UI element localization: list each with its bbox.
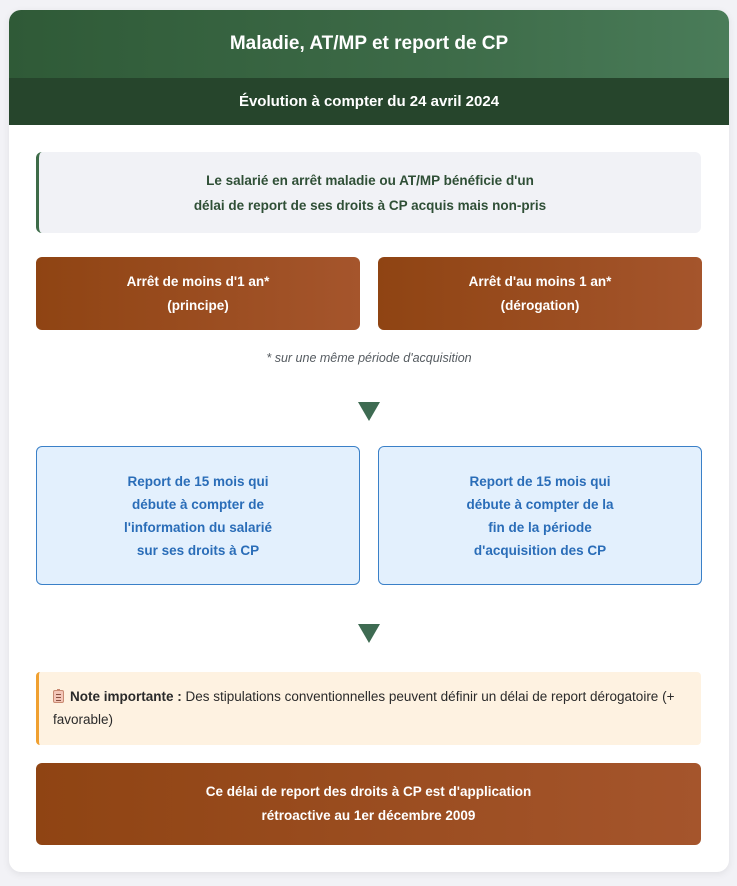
case-subtitle: (dérogation) [500,297,580,313]
diagram-subtitle: Évolution à compter du 24 avril 2024 [9,78,729,125]
down-arrow-icon [358,624,380,643]
down-arrow-icon [358,402,380,421]
intro-box [36,152,701,233]
intro-text: Le salarié en arrêt maladie ou AT/MP bénéficie d'un délai de report de ses droits à CP acquis mais non-pris [193,172,547,213]
case-subtitle: (principe) [167,297,229,313]
case-less-than-one-year [36,257,360,330]
footnote: * sur une même période d'acquisition [266,351,472,365]
outcome-box-left [36,446,360,585]
outcome-text: Report de 15 mois qui débute à compter de l'information du salarié sur ses droits à CP [124,473,272,558]
case-title: Arrêt de moins d'1 an* [126,273,270,289]
conclusion-text: Ce délai de report des droits à CP est d'application rétroactive au 1er décembre 2009 [205,784,532,823]
clipboard-icon [53,690,64,703]
case-title: Arrêt d'au moins 1 an* [468,273,612,289]
outcome-box-right [378,446,702,585]
conclusion-box [36,763,701,845]
important-note [36,672,701,745]
note-label: Note importante : [70,689,182,704]
note-text: Des stipulations conventionnelles peuvent définir un délai de report dérogatoire (+ favorable) [53,689,675,727]
case-at-least-one-year [378,257,702,330]
diagram-title: Maladie, AT/MP et report de CP [9,10,729,78]
diagram-card [9,10,729,872]
outcome-text: Report de 15 mois qui débute à compter de la fin de la période d'acquisition des CP [466,473,614,558]
